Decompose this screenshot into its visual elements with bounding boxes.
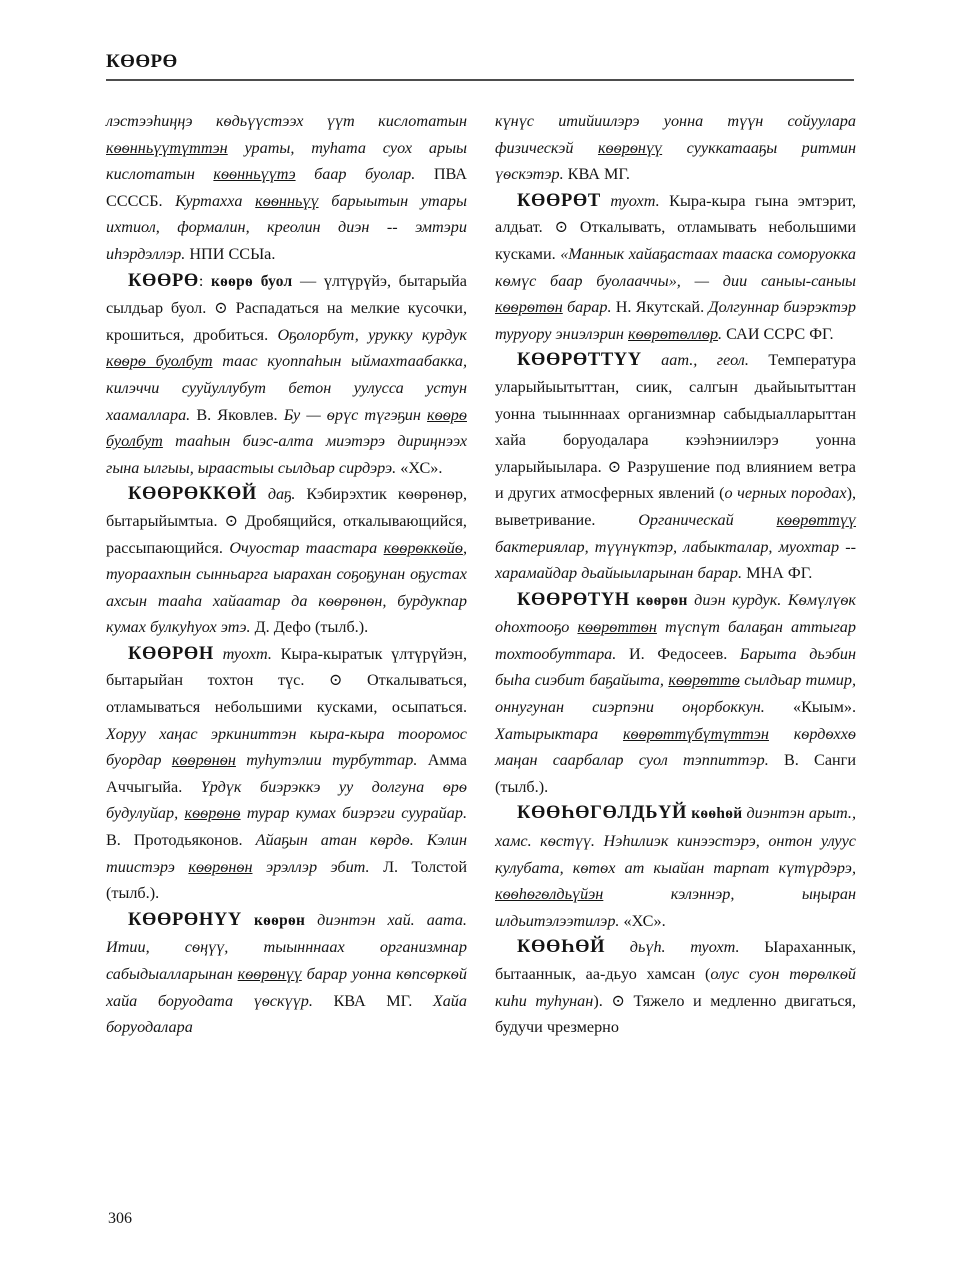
example-sakha: турар кумах биэрэги суурайар.: [240, 804, 467, 823]
entry-kooohoy: [495, 934, 856, 1040]
example-sakha: Үрдүк биэрэккэ уу долгуна ѳрѳ будулуйар,: [106, 777, 467, 823]
keyword-underlined: кѳѳнньүү: [255, 191, 319, 210]
gloss-russian: :: [198, 271, 211, 290]
left-column: [106, 108, 467, 1041]
continued-entry-koonnyuu: [106, 108, 467, 268]
example-sakha: Оҕолорбут, урукку курдук: [277, 325, 467, 344]
headword: КӨӨРӨН: [128, 643, 214, 664]
keyword-underlined: кѳѳрѳ буолбут: [106, 352, 213, 371]
running-header-word: КӨӨРӨ: [106, 51, 178, 72]
keyword-underlined: кѳѳрѳттѳн: [577, 618, 657, 637]
collocate-bold: кѳѳрѳ буол: [210, 272, 293, 290]
source-citation: МНА ФГ.: [746, 564, 813, 583]
keyword-underlined: кѳѳрѳттүү: [776, 510, 856, 529]
gloss-russian: Кыра-кыратык үлтүрүйэн, бытарыйан тохтон түс.: [106, 644, 467, 690]
source-citation: КВА МГ.: [333, 991, 433, 1010]
headword: КӨӨРӨККӨЙ: [128, 484, 257, 505]
source-citation: САИ ССРС ФГ.: [726, 324, 834, 343]
example-sakha: диэнтэн хай. аата.: [305, 910, 467, 929]
source-citation: НПИ ССЫа.: [189, 244, 276, 263]
keyword-underlined: кѳѳрѳнѳн: [171, 751, 236, 770]
example-sakha: Хайа боруодалара: [106, 991, 467, 1037]
sense-divider-icon: [214, 299, 228, 317]
gloss-russian: Тяжело и медленно двигаться, будучи чрезмерно: [495, 991, 857, 1037]
gloss-russian: Распадаться на мелкие кусочки, крошиться, дробиться.: [106, 299, 467, 344]
source-citation: Амма Аччыгыйа.: [106, 751, 467, 796]
running-header: [106, 52, 854, 73]
continued-entry-kooroonyuu: [495, 108, 856, 188]
keyword-underlined: кѳѳрѳнүү: [597, 138, 663, 157]
example-sakha: Долгуннар биэрэктэр туруору эниэлэрин: [495, 298, 857, 343]
example-sakha: диэнтэн арыт., хамс. кѳстүү.: [495, 804, 856, 851]
example-sakha: ураты, туһата суох арыы кислотатын: [106, 138, 467, 184]
source-citation: ПВА СССCБ.: [106, 165, 467, 210]
example-sakha: эрэллэр эбит.: [252, 857, 384, 876]
gloss-russian: Кыра-кыра гына эмтэрит, алдьат.: [495, 191, 856, 237]
example-sakha: кѳрдѳххѳ маңан саарбалар суол тэппиттэр.: [495, 724, 856, 770]
source-citation: «ХС».: [400, 458, 443, 477]
example-sakha: тааһын биэс-алта миэтэрэ дириңнээх гына ылгыы, ыраастыы сылдьар сирдэрэ.: [106, 432, 467, 477]
source-citation: «Кыым».: [792, 698, 856, 717]
headword: КӨӨҺӨЙ: [517, 937, 606, 958]
example-sakha: Айаҕын атан кѳрдѳ. Кэлин тиистэрэ: [106, 831, 467, 876]
entry-kooroottyuu: [495, 347, 856, 586]
example-sakha: кэлэннэр, ыңыран илдьитэлээтилэр.: [495, 885, 856, 930]
headword: КӨӨҺӨГӨЛДЬҮЙ: [517, 803, 688, 824]
example-sakha: Куртаххa: [175, 191, 256, 210]
example-sakha: «Маннык хайаҕастаах тааска соморуокка кѳмүс баар буолааччы», — дии саныы-саныы: [495, 244, 856, 290]
source-citation: КВА МГ.: [567, 165, 630, 184]
example-sakha: бактериялар, түүнүктэр, лабыкталар, муохтар -- харамайдар дьайыыларынан барар.: [495, 537, 856, 583]
example-sakha: барар.: [562, 298, 616, 317]
example-sakha: аат., геол.: [641, 351, 769, 370]
gloss-russian: Откалываться, отламываться небольшими кусками, осыпаться.: [106, 671, 467, 717]
example-sakha: Кѳмүлүѳк оһохтооҕо: [495, 590, 856, 637]
keyword-underlined: кѳѳрѳттѳ: [668, 671, 740, 690]
source-citation: Л. Толстой (тылб.).: [106, 857, 467, 903]
example-sakha: туохт.: [213, 644, 281, 663]
example-sakha: о черных породах: [724, 484, 847, 503]
example-sakha: туһутэлии турбуттар.: [235, 751, 428, 770]
example-sakha: сылдьар тимир, оннугунан сиэрпэни оңорбоккун.: [495, 671, 856, 717]
keyword-underlined: кѳѳһѳгѳлдьүйэн: [495, 885, 604, 904]
entry-koorookkoy: [106, 481, 467, 641]
keyword-underlined: кѳѳрѳнѳ: [184, 804, 241, 823]
text-columns: [106, 108, 856, 1041]
gloss-russian: Дробящийся, откалывающийся, рассыпающийся.: [106, 511, 467, 557]
example-sakha: Хоруу хаңас эркиниттэн кыра-кыра тооромос буордар: [106, 724, 467, 770]
keyword-underlined: кѳѳнньүүтэ: [213, 165, 296, 184]
example-sakha: баар буолар.: [295, 165, 434, 184]
header-divider-rule: [106, 79, 854, 81]
example-sakha: Нэһилиэк кинээстэрэ, онтон улуус кулубата, кѳтѳх ат кыайан тарпат күтүрдэрэ,: [495, 832, 856, 877]
example-sakha: Хатырыктара: [495, 724, 623, 743]
sense-divider-icon: [611, 992, 625, 1010]
source-citation: В. Яковлев.: [196, 405, 284, 424]
gloss-russian: үлтүрүйэ, бытарыйа сылдьар буол.: [106, 271, 467, 318]
gloss-russian: ).: [593, 991, 612, 1010]
example-sakha: .: [718, 324, 727, 343]
headword: КӨӨРӨТТҮҮ: [517, 350, 642, 371]
example-sakha: Органическай: [638, 510, 777, 529]
keyword-underlined: кѳѳрѳнѳн: [188, 857, 253, 876]
entry-kooohogooldyuy: [495, 800, 856, 934]
gloss-russian: Ыараханнык, бытааннык, аа-дьуо хамсан (: [495, 938, 856, 983]
example-sakha: диэн курдук.: [687, 590, 788, 609]
source-citation: Н. Якутскай.: [615, 298, 709, 317]
gloss-russian: Температура уларыйыытыттан, сиик, салгын дьайыытыттан уонна тыынннаах организмнар сабыдыалларыттан хайа боруодалара кээһэниилэрэ уонна уларыйыылара.: [495, 351, 856, 476]
example-sakha: Итии, сѳңүү, тыынннаах организмнар сабыдыалларынан: [106, 938, 467, 983]
page-number: 306: [108, 1210, 132, 1227]
source-citation: «ХС».: [623, 911, 666, 930]
headword: КӨӨРӨНҮҮ: [128, 909, 242, 930]
example-sakha: күнүс итийиилэрэ уонна түүн сойуулара физическэй: [495, 112, 856, 157]
example-sakha: барар уонна кѳпсѳркѳй хайа боруодата үѳскүүр.: [106, 965, 467, 1010]
collocate-bold: кѳѳрѳн: [241, 911, 306, 929]
gloss-russian: Кэбирэхтик кѳѳрѳнѳр, бытарыйымтыа.: [106, 485, 467, 530]
keyword-underlined: кѳѳрѳттүбүтүттэн: [622, 724, 769, 743]
example-sakha: даҕ.: [256, 485, 307, 504]
gloss-russian: ), выветривание.: [495, 484, 856, 529]
entry-koorao: [106, 268, 467, 482]
gloss-russian: —: [292, 271, 324, 290]
headword: КӨӨРӨТҮН: [517, 589, 630, 610]
keyword-underlined: кѳѳрѳккѳйѳ: [383, 538, 463, 557]
entry-kooroonyuu: [106, 907, 467, 1041]
sense-divider-icon: [555, 218, 569, 236]
keyword-underlined: кѳѳнньүүтүттэн: [106, 138, 228, 157]
example-sakha: Бу — ѳрүс түгэҕин: [283, 405, 428, 424]
keyword-underlined: кѳѳрѳтѳллѳр: [628, 324, 719, 343]
gloss-russian: Разрушение под влиянием ветра и других атмосферных явлений (: [495, 457, 856, 503]
example-sakha: түспүт балаҕан аттыгар тохтообуттара.: [495, 618, 856, 663]
keyword-underlined: кѳѳрѳнүү: [237, 965, 302, 983]
collocate-bold: кѳѳһѳй: [687, 805, 743, 823]
example-sakha: таас куоппаһын ыймахтаабакка, килэччи сууйуллубут бетон уулусса устун хаамаллара.: [106, 352, 468, 424]
example-sakha: дьүһ. туохт.: [605, 938, 765, 957]
entry-kooroot: [495, 188, 856, 348]
example-sakha: туохт.: [600, 191, 670, 210]
keyword-underlined: кѳѳрѳ буолбут: [106, 405, 467, 451]
headword: КӨӨРӨ: [128, 270, 199, 291]
right-column: [495, 108, 856, 1041]
collocate-bold: кѳѳрѳн: [629, 591, 688, 609]
entry-koorootyun: [495, 587, 856, 801]
example-sakha: лэстээһиңңэ кѳдьүүстээх үүт кислотатын: [106, 112, 467, 130]
sense-divider-icon: [608, 458, 622, 476]
headword: КӨӨРӨТ: [517, 190, 601, 211]
entry-kooroon: [106, 641, 467, 907]
sense-divider-icon: [329, 671, 343, 689]
gloss-russian: Откалывать, отламывать небольшими кусками.: [495, 218, 856, 263]
example-sakha: Барыта дьэбин быһа сиэбит баҕайыта,: [495, 644, 856, 690]
sense-divider-icon: [224, 512, 238, 530]
example-sakha: барыытын утары ихтиол, формалин, креолин диэн -- эмтэри иһэрдэллэр.: [106, 191, 467, 263]
example-sakha: олус суон тѳрѳлкѳй киһи туһунан: [495, 965, 857, 1010]
example-sakha: , туораахпын сынньарга ыарахан соҕоҕунан оҕустах ахсын тааһа хайаатар да кѳѳрѳнѳн, бурдукпар кумах булкуһуох этэ.: [106, 538, 467, 637]
source-citation: В. Протодьяконов.: [106, 831, 256, 850]
source-citation: В. Санги (тылб.).: [495, 751, 856, 796]
example-sakha: сууккатааҕы ритмин үѳскэтэр.: [495, 138, 856, 184]
source-citation: И. Федосеев.: [628, 644, 740, 663]
example-sakha: Очуостар таастара: [229, 538, 384, 557]
source-citation: Д. Дефо (тылб.).: [254, 618, 369, 637]
keyword-underlined: кѳѳрѳтѳн: [495, 298, 563, 317]
